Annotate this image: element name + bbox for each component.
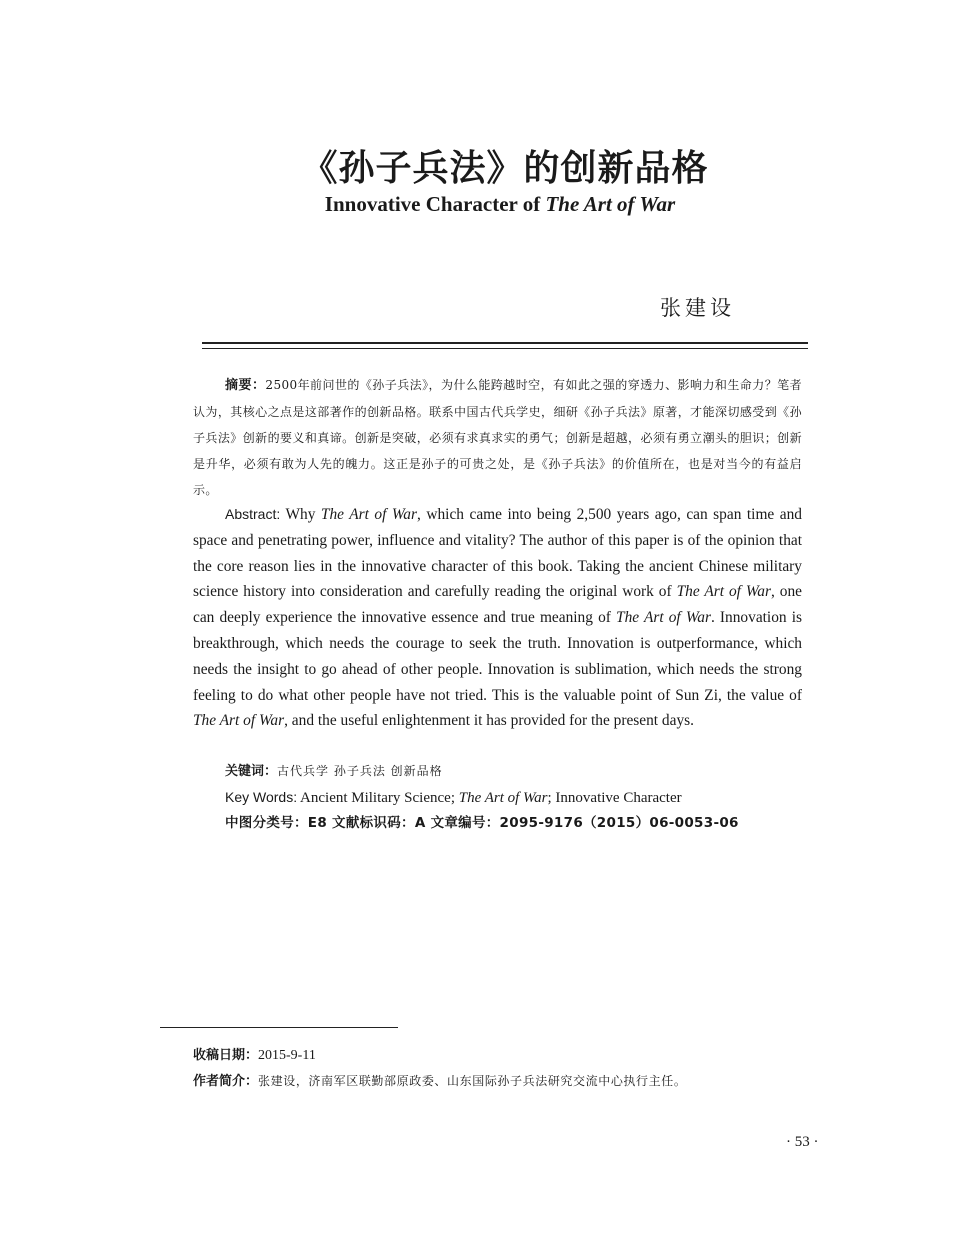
title-english-plain: Innovative Character of [324,192,546,216]
footnote-received [193,1044,316,1064]
author-name: 张建设 [660,296,735,320]
bio-label: 作者简介： [193,1074,259,1089]
header-rule-thin [202,348,808,349]
abstract-english-label: Abstract: [225,506,281,522]
abstract-english-italic-4: The Art of War [193,712,285,730]
page-number: · 53 · [786,1134,819,1150]
keywords-chinese [225,760,443,783]
received-label: 收稿日期： [193,1048,259,1063]
title-english-italic: The Art of War [545,192,676,216]
received-date: 2015-9-11 [258,1048,316,1063]
abstract-english-text-1: Why [280,506,321,523]
keywords-chinese-label: 关键词： [225,764,278,779]
title-chinese: 《孙子兵法》的创新品格 [301,147,709,189]
footnote-author-bio [193,1070,686,1089]
bio-text: 张建设，济南军区联勤部原政委、山东国际孙子兵法研究交流中心执行主任。 [258,1074,687,1088]
abstract-chinese [193,372,802,503]
abstract-english-italic-3: The Art of War [616,609,711,627]
abstract-chinese-text: 2500年前问世的《孙子兵法》，为什么能跨越时空，有如此之强的穿透力、影响力和生命力？笔者认为，其核心之点是这部著作的创新品格。联系中国古代兵学史，细研《孙子兵法》原著，才能深切感受到《孙子兵法》创新的要义和真谛。创新是突破，必须有求真求实的勇气；创新是超越，必须有勇立潮头的胆识；创新是升华，必须有敢为人先的魄力。这正是孙子的可贵之处，是《孙子兵法》的价值所在，也是对当今的有益启示。 [193,378,802,497]
header-rule-thick [202,342,808,344]
keywords-english-text-1: Ancient Military Science; [297,790,459,806]
abstract-english-text-4: . Innovation is breakthrough, which needs the courage to seek the truth. Innovation is outperformance, which needs the insight to go ahead of other people. Innovation is sublimation, which needs the strong feeling to do what other people have not tried. This is the valuable point of Sun Zi, the value of [193,609,802,704]
keywords-english [225,786,682,809]
abstract-english-italic-2: The Art of War [676,583,771,601]
title-english [0,192,964,217]
abstract-english [193,502,802,734]
abstract-chinese-label: 摘要： [225,378,266,393]
keywords-english-label: Key Words: [225,789,298,805]
keywords-english-text-2: ; Innovative Character [547,790,682,806]
keywords-chinese-text: 古代兵学 孙子兵法 创新品格 [277,764,443,778]
abstract-english-text-3: , one can deeply experience the innovative essence and true meaning of [193,583,802,627]
abstract-english-text-2: , which came into being 2,500 years ago, can span time and space and penetrating power, influence and vitality? The author of this paper is of the opinion that the core reason lies in the innovative character of this book. Taking the ancient Chinese military science history into consideration and carefully reading the original work of [193,506,802,601]
footnote-rule [160,1027,398,1028]
abstract-english-text-5: , and the useful enlightenment it has provided for the present days. [284,712,694,730]
keywords-english-italic: The Art of War [458,790,548,806]
classification-line: 中图分类号：E8 文献标识码：A 文章编号：2095-9176（2015）06-0053-06 [225,815,739,831]
abstract-english-italic-1: The Art of War [320,506,417,523]
